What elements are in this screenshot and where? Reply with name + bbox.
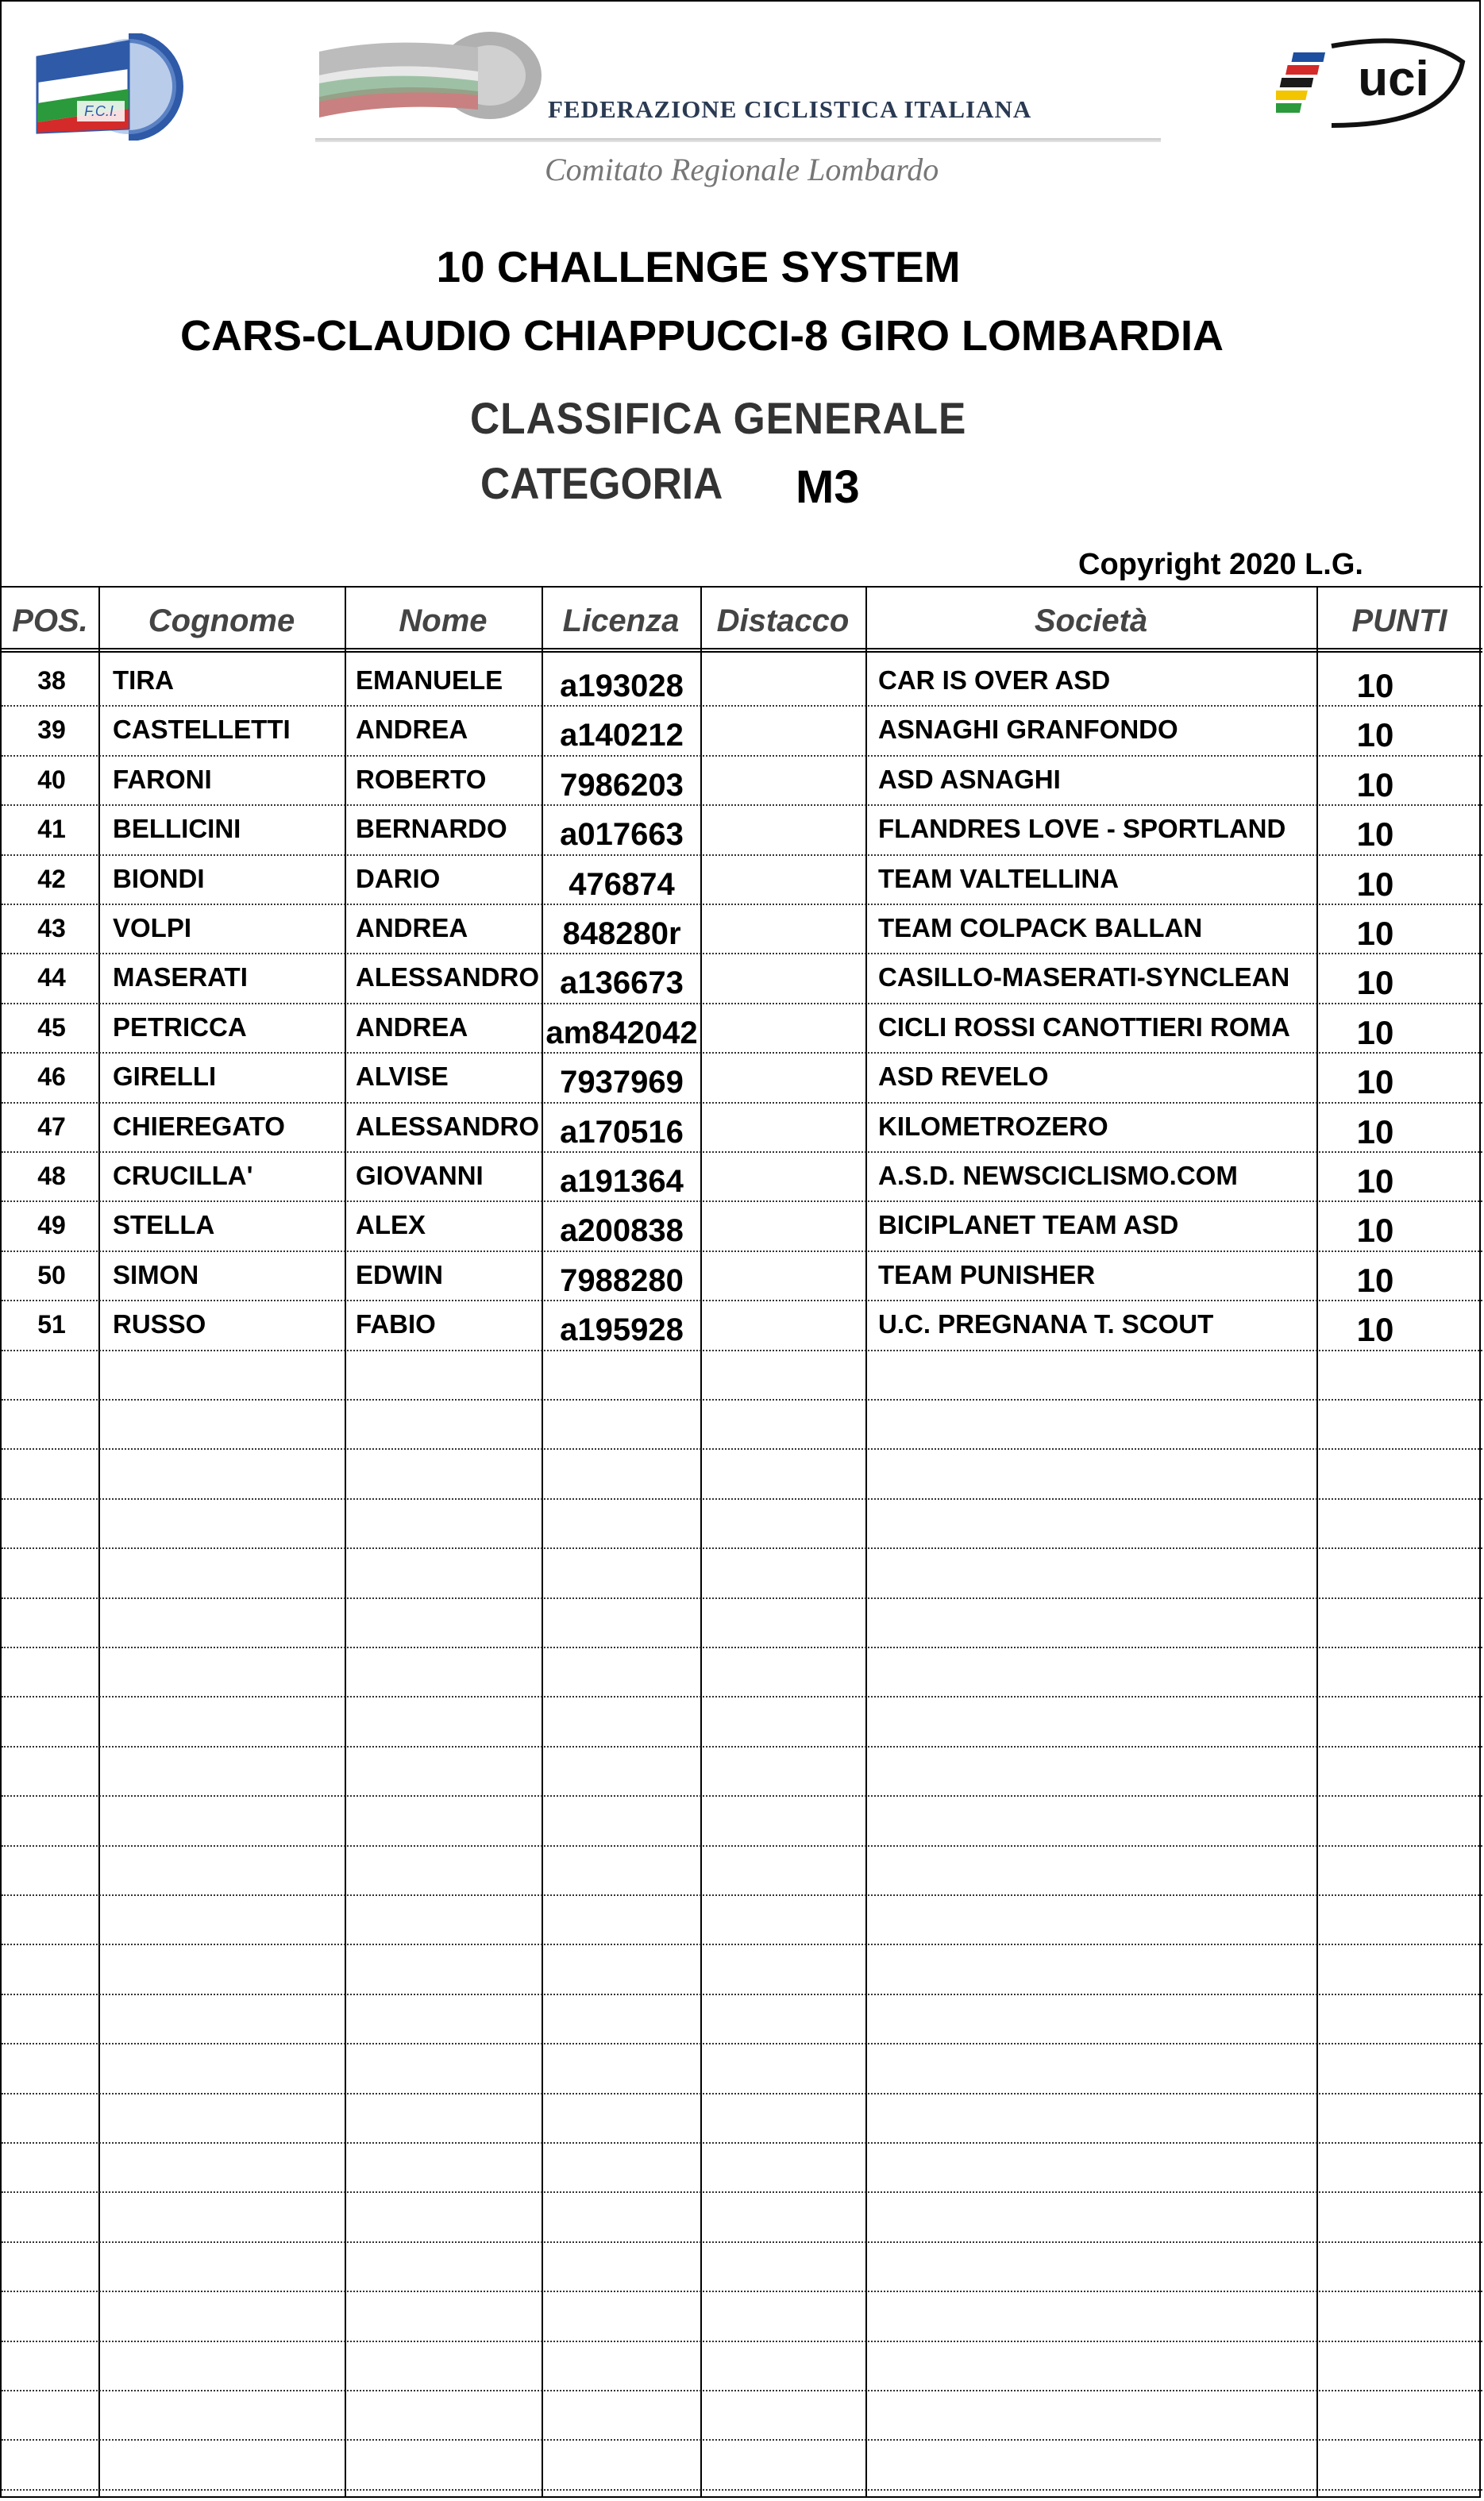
cell-licenza: am842042	[545, 1015, 698, 1050]
cell-societa: CICLI ROSSI CANOTTIERI ROMA	[878, 1012, 1290, 1042]
row-separator	[2, 1944, 1482, 1945]
row-separator	[2, 1746, 1482, 1748]
challenge-title: 10 CHALLENGE SYSTEM	[436, 242, 961, 291]
table-row	[2, 1102, 1482, 1151]
cell-societa: ASNAGHI GRANFONDO	[878, 715, 1178, 745]
row-separator	[2, 1399, 1482, 1401]
cell-pos: 43	[37, 914, 66, 942]
cell-societa: BICIPLANET TEAM ASD	[878, 1210, 1179, 1240]
row-separator	[2, 2142, 1482, 2144]
cell-nome: ANDREA	[356, 715, 468, 745]
table-row	[2, 854, 1482, 904]
uci-logo	[1276, 30, 1467, 141]
table-row	[2, 1300, 1482, 1349]
cell-nome: EMANUELE	[356, 665, 503, 695]
cell-pos: 41	[37, 815, 66, 844]
row-separator	[2, 2191, 1482, 2193]
column-header-punti: PUNTI	[1351, 603, 1447, 638]
cell-societa: U.C. PREGNANA T. SCOUT	[878, 1309, 1214, 1339]
row-separator	[2, 1696, 1482, 1698]
fci-logo	[33, 33, 208, 141]
cell-nome: DARIO	[356, 863, 441, 893]
column-header-societa: Società	[1034, 603, 1148, 638]
cell-nome: ALESSANDRO	[356, 962, 540, 992]
row-separator	[2, 1647, 1482, 1648]
cell-cognome: BELLICINI	[113, 814, 241, 844]
row-separator	[2, 1448, 1482, 1450]
column-header-nome: Nome	[399, 603, 488, 638]
cell-societa: TEAM PUNISHER	[878, 1259, 1096, 1289]
cell-pos: 45	[37, 1012, 66, 1042]
cell-punti: 10	[1356, 667, 1394, 704]
cell-punti: 10	[1356, 765, 1394, 803]
row-separator	[2, 1547, 1482, 1549]
column-header-cognome: Cognome	[148, 603, 295, 638]
cell-punti: 10	[1356, 1013, 1394, 1051]
cell-nome: GIOVANNI	[356, 1161, 484, 1190]
uci-logo-text: uci	[1358, 52, 1429, 106]
cell-cognome: TIRA	[113, 665, 174, 695]
cell-cognome: FARONI	[113, 764, 212, 794]
cell-licenza: a170516	[560, 1114, 684, 1150]
row-separator	[2, 2241, 1482, 2243]
table-header-border-double	[2, 651, 1482, 653]
cell-cognome: BIONDI	[113, 863, 205, 893]
event-title: CARS-CLAUDIO CHIAPPUCCI-8 GIRO LOMBARDIA	[180, 312, 1224, 360]
table-row	[2, 804, 1482, 854]
cell-cognome: CHIEREGATO	[113, 1111, 285, 1141]
cell-licenza: a200838	[560, 1213, 684, 1249]
cell-pos: 44	[37, 963, 66, 992]
cell-punti: 10	[1356, 815, 1394, 854]
cell-cognome: PETRICCA	[113, 1012, 247, 1042]
cell-pos: 42	[37, 864, 66, 893]
cell-punti: 10	[1356, 716, 1394, 754]
row-separator	[2, 2291, 1482, 2292]
cell-societa: CASILLO-MASERATI-SYNCLEAN	[878, 962, 1290, 992]
cell-pos: 50	[37, 1260, 66, 1289]
cell-societa: TEAM VALTELLINA	[878, 863, 1120, 893]
cell-nome: ROBERTO	[356, 764, 487, 794]
cell-cognome: CASTELLETTI	[113, 715, 291, 745]
cell-societa: ASD REVELO	[878, 1062, 1049, 1092]
row-separator	[2, 1845, 1482, 1847]
cell-societa: FLANDRES LOVE - SPORTLAND	[878, 814, 1286, 844]
table-row	[2, 705, 1482, 754]
cell-nome: ALESSANDRO	[356, 1111, 540, 1141]
cell-nome: EDWIN	[356, 1259, 443, 1289]
cell-punti: 10	[1356, 1063, 1394, 1101]
cell-nome: ALEX	[356, 1210, 426, 1240]
cell-licenza: 7988280	[560, 1262, 684, 1298]
row-separator	[2, 2489, 1482, 2491]
row-separator	[2, 2390, 1482, 2391]
federation-name: FEDERAZIONE CICLISTICA ITALIANA	[548, 95, 1032, 123]
cell-cognome: CRUCILLA'	[113, 1161, 253, 1190]
committee-name: Comitato Regionale Lombardo	[545, 152, 939, 187]
cell-punti: 10	[1356, 1112, 1394, 1150]
cell-licenza: a136673	[560, 965, 684, 1001]
cell-licenza: a191364	[560, 1164, 684, 1199]
cell-licenza: 7937969	[560, 1065, 684, 1100]
row-separator	[2, 1795, 1482, 1797]
table-header-border	[2, 648, 1482, 649]
classification-heading: CLASSIFICA GENERALE	[470, 393, 967, 443]
cell-punti: 10	[1356, 865, 1394, 903]
table-row	[2, 755, 1482, 804]
cell-societa: ASD ASNAGHI	[878, 764, 1061, 794]
cell-pos: 46	[37, 1062, 66, 1092]
column-header-distacco: Distacco	[716, 603, 850, 638]
copyright-note: Copyright 2020 L.G.	[1078, 548, 1363, 581]
cell-pos: 39	[37, 715, 66, 745]
table-row	[2, 904, 1482, 953]
cell-cognome: VOLPI	[113, 913, 192, 942]
cell-licenza: a193028	[560, 669, 684, 703]
table-row	[2, 1052, 1482, 1101]
row-separator	[2, 2043, 1482, 2044]
cell-societa: CAR IS OVER ASD	[878, 665, 1111, 695]
cell-nome: ANDREA	[356, 913, 468, 942]
table-row	[2, 1151, 1482, 1200]
category-value: M3	[796, 461, 860, 513]
cell-nome: ALVISE	[356, 1062, 449, 1092]
cell-pos: 38	[37, 666, 66, 695]
cell-cognome: STELLA	[113, 1210, 215, 1240]
table-top-border	[2, 586, 1482, 588]
cell-pos: 47	[37, 1112, 66, 1141]
table-row	[2, 1250, 1482, 1300]
row-separator	[2, 1894, 1482, 1896]
row-separator	[2, 1350, 1482, 1351]
cell-pos: 51	[37, 1310, 66, 1339]
table-row	[2, 953, 1482, 1002]
cell-cognome: GIRELLI	[113, 1062, 217, 1092]
table-row	[2, 656, 1482, 705]
federation-emblem	[319, 24, 557, 143]
table-row	[2, 1200, 1482, 1250]
row-separator	[2, 2093, 1482, 2094]
cell-punti: 10	[1356, 964, 1394, 1002]
cell-societa: TEAM COLPACK BALLAN	[878, 913, 1203, 942]
cell-nome: FABIO	[356, 1309, 436, 1339]
table-row	[2, 1003, 1482, 1052]
fci-logo-text: F.C.I.	[84, 103, 118, 119]
column-header-licenza: Licenza	[562, 603, 680, 638]
cell-pos: 40	[37, 765, 66, 794]
cell-licenza: a195928	[560, 1312, 684, 1348]
cell-licenza: 476874	[569, 866, 675, 902]
row-separator	[2, 2439, 1482, 2441]
row-separator	[2, 2341, 1482, 2342]
cell-punti: 10	[1356, 1311, 1394, 1349]
cell-punti: 10	[1356, 1162, 1394, 1200]
row-separator	[2, 1498, 1482, 1500]
row-separator	[2, 1597, 1482, 1599]
cell-punti: 10	[1356, 1212, 1394, 1250]
cell-licenza: a140212	[560, 718, 684, 753]
cell-punti: 10	[1356, 1261, 1394, 1299]
cell-societa: KILOMETROZERO	[878, 1111, 1108, 1141]
column-header-pos: POS.	[12, 603, 88, 638]
cell-nome: ANDREA	[356, 1012, 468, 1042]
cell-punti: 10	[1356, 915, 1394, 952]
cell-nome: BERNARDO	[356, 814, 507, 844]
cell-cognome: RUSSO	[113, 1309, 206, 1339]
cell-licenza: 7986203	[560, 767, 684, 803]
cell-cognome: MASERATI	[113, 962, 248, 992]
cell-licenza: 848280r	[562, 916, 681, 951]
header-divider	[315, 138, 1161, 142]
category-label: CATEGORIA	[480, 458, 723, 508]
cell-pos: 48	[37, 1162, 66, 1190]
cell-societa: A.S.D. NEWSCICLISMO.COM	[878, 1161, 1238, 1190]
cell-licenza: a017663	[560, 817, 684, 853]
row-separator	[2, 1994, 1482, 1995]
cell-cognome: SIMON	[113, 1259, 199, 1289]
cell-pos: 49	[37, 1211, 66, 1240]
